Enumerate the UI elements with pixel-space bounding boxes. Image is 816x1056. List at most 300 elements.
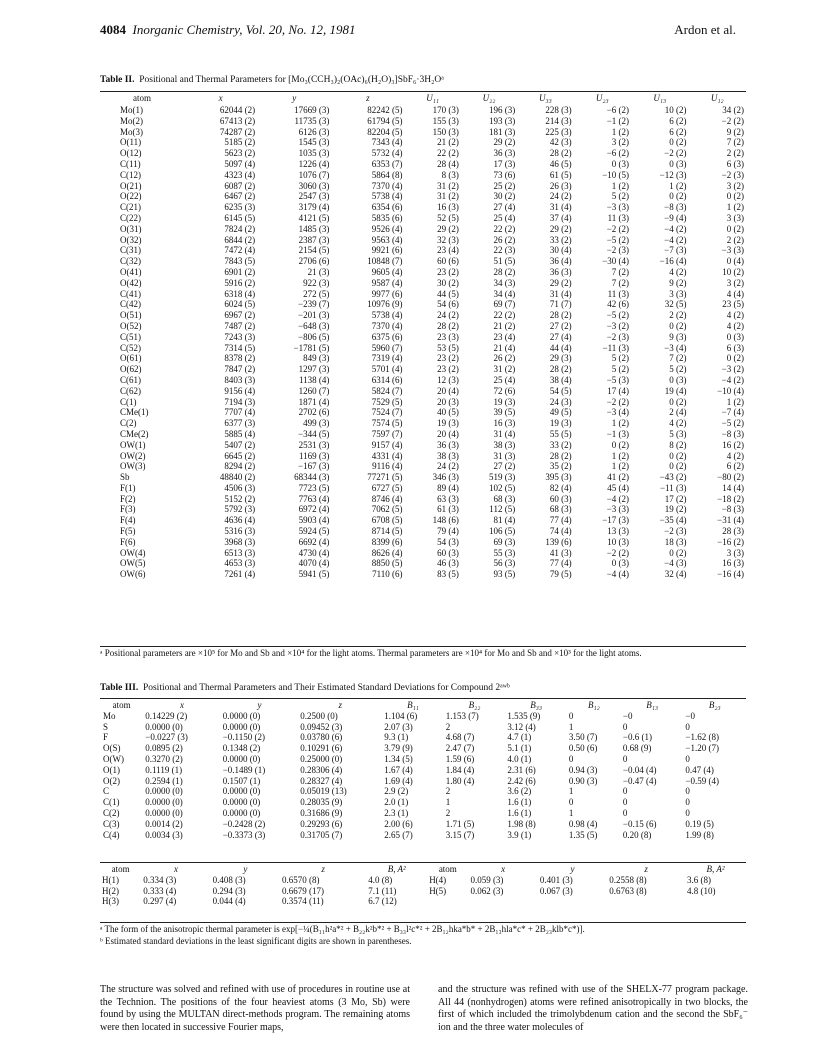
body-text-left: The structure was solved and refined with use of procedures in routine use at the Technion. The positions of the four heaviest atoms (3 Mo, Sb) were found by using the MULTAN direct-methods program. The remaining atoms were then located in successive Fourier maps, — [100, 984, 410, 1033]
table2-value-cell: 139 (6) — [545, 536, 572, 547]
table3-value-cell: 1.104 (6) — [384, 710, 418, 721]
table3-value-cell: 1.80 (4) — [445, 775, 475, 786]
table2-value-cell: 2387 (3) — [298, 234, 330, 245]
table2-value-cell: 19 (3) — [437, 418, 459, 429]
table2-value-cell: 6 (2) — [669, 126, 687, 137]
table3-value-cell: 0.0034 (3) — [145, 829, 183, 840]
table2-value-cell: 6467 (2) — [224, 191, 256, 202]
table2-value-cell: 3060 (3) — [298, 180, 330, 191]
table2-atom-cell: O(12) — [120, 148, 142, 159]
table3-header-cell: B₂₃ — [708, 700, 721, 710]
table2-value-cell: −344 (5) — [298, 428, 330, 439]
table2-value-cell: −4 (3) — [664, 558, 687, 569]
table2-value-cell: 5097 (4) — [224, 158, 256, 169]
table2-value-cell: 31 (4) — [549, 288, 572, 299]
table2-value-cell: 214 (3) — [545, 115, 572, 126]
table2-value-cell: 82 (4) — [549, 482, 572, 493]
table2-value-cell: 16 (3) — [722, 558, 744, 569]
table2-value-cell: 4331 (4) — [371, 450, 403, 461]
table2-value-cell: 6087 (2) — [224, 180, 256, 191]
table3-value-cell: 2 — [445, 807, 451, 818]
table2-row — [100, 558, 746, 569]
table3-value-cell: 0.0000 (0) — [145, 797, 183, 808]
table2-value-cell: 7574 (5) — [371, 418, 403, 429]
table2-value-cell: 8403 (3) — [224, 374, 256, 385]
table2-value-cell: 170 (3) — [432, 105, 459, 115]
table2-value-cell: 1 (2) — [611, 126, 630, 137]
table2-value-cell: 36 (3) — [493, 148, 516, 159]
table2-value-cell: 34 (3) — [493, 277, 516, 288]
table3-row — [100, 819, 746, 830]
table2-value-cell: 7243 (3) — [224, 331, 256, 342]
table3-h-header-cell: x — [501, 864, 506, 874]
table3-row — [100, 754, 746, 765]
table2-header-cell: U₂₃ — [595, 93, 609, 104]
table2-value-cell: −6 (2) — [606, 105, 630, 115]
table2-value-cell: −11 (3) — [659, 482, 687, 493]
table2-row — [100, 343, 746, 354]
table3-value-cell: 2.00 (6) — [384, 818, 413, 829]
table2-row — [100, 202, 746, 213]
table2-value-cell: −31 (4) — [717, 515, 744, 526]
table3-value-cell: 0.1507 (1) — [222, 775, 261, 786]
table3-value-cell: 1.69 (4) — [384, 775, 413, 786]
table3-h-value-cell: 0.059 (3) — [470, 874, 504, 885]
table2-header-cell: U₁₃ — [653, 93, 667, 104]
table2-value-cell: −2 (2) — [606, 396, 630, 407]
table2-value-cell: 20 (4) — [437, 385, 459, 396]
table3-h-value-cell: 4.0 (8) — [368, 874, 393, 885]
table3-h-value-cell: 0.333 (4) — [143, 885, 177, 896]
table2-value-cell: 23 (2) — [437, 364, 459, 375]
table2-value-cell: 2706 (6) — [298, 256, 330, 267]
table2-value-cell: 5 (2) — [611, 353, 630, 364]
table3-row — [100, 797, 746, 808]
table3-h-value-cell: 0.062 (3) — [470, 885, 504, 896]
table3-header-row — [100, 700, 746, 711]
table2-value-cell: 77 (4) — [549, 558, 572, 569]
table2-value-cell: 5885 (4) — [224, 428, 256, 439]
table2-value-cell: 23 (3) — [437, 331, 459, 342]
table2-value-cell: 6126 (3) — [298, 126, 330, 137]
table3-header-cell: B₁₂ — [588, 700, 600, 710]
table2-bottom-rule — [100, 646, 746, 647]
table2-atom-cell: F(6) — [120, 536, 136, 547]
table3-h-value-cell — [468, 896, 537, 907]
table2-atom-cell: OW(1) — [120, 439, 146, 450]
table2-value-cell: −167 (3) — [298, 461, 330, 472]
table3-value-cell: 3.9 (1) — [507, 829, 532, 840]
table2-value-cell: 1 (2) — [726, 396, 744, 407]
table2-value-cell: −4 (2) — [606, 493, 630, 504]
table2-value-cell: 5941 (5) — [298, 569, 330, 580]
table2-value-cell: 22 (3) — [493, 245, 516, 256]
table2-value-cell: 0 (2) — [669, 450, 687, 461]
table2-body — [100, 105, 746, 580]
table3-value-cell: 0.1348 (2) — [222, 743, 261, 754]
table2-value-cell: 6 (3) — [726, 158, 744, 169]
table2-row — [100, 159, 746, 170]
table2-value-cell: 5 (2) — [611, 191, 630, 202]
table2-value-cell: −3 (2) — [721, 364, 744, 375]
table2-value-cell: 38 (3) — [493, 439, 516, 450]
table2-value-cell: 79 (4) — [437, 526, 459, 537]
table3-atom-cell: C(4) — [103, 829, 120, 840]
table2-value-cell: −7 (4) — [721, 407, 744, 418]
table2-value-cell: 5152 (2) — [224, 493, 256, 504]
table2-value-cell: 1226 (4) — [298, 158, 330, 169]
table2-value-cell: 10848 (7) — [367, 256, 403, 267]
table3-value-cell: 2 — [445, 786, 451, 797]
table2-row — [100, 148, 746, 159]
table2-atom-cell: O(41) — [120, 266, 142, 277]
table3-h-value-cell: 0.067 (3) — [539, 885, 573, 896]
table2-value-cell: 6145 (5) — [224, 212, 256, 223]
table2-value-cell: 7314 (5) — [224, 342, 256, 353]
table3-value-cell: 1 — [445, 797, 451, 808]
table2-value-cell: 9157 (4) — [371, 439, 403, 450]
table3-value-cell: 0 — [568, 753, 574, 764]
table2-value-cell: 12 (3) — [437, 374, 459, 385]
table2-value-cell: 150 (3) — [432, 126, 459, 137]
table2-value-cell: −10 (5) — [602, 169, 630, 180]
table2-value-cell: 4 (2) — [726, 320, 744, 331]
table2-value-cell: 29 (2) — [549, 277, 572, 288]
table2-value-cell: 5 (2) — [669, 364, 687, 375]
table3-h-value-cell — [538, 896, 607, 907]
table3-mid-rule — [100, 862, 746, 863]
table2-value-cell: 39 (5) — [493, 407, 516, 418]
table2-value-cell: 7261 (4) — [224, 569, 256, 580]
table2-value-cell: 9116 (4) — [372, 461, 403, 472]
table3-title: Positional and Thermal Parameters and Their Estimated Standard Deviations for Compound 2ᵃʷᵇ — [142, 683, 510, 693]
table2-value-cell: 21 (2) — [437, 137, 459, 148]
table3-header-cell: B₁₁ — [407, 700, 419, 710]
table3-value-cell: 3.50 (7) — [568, 732, 598, 743]
table3-header-cell: B₃₃ — [530, 700, 542, 710]
table3-value-cell: 0 — [622, 753, 628, 764]
table2-atom-cell: OW(2) — [120, 450, 146, 461]
table2-value-cell: 0 (2) — [669, 547, 687, 558]
table2-value-cell: 5903 (4) — [298, 515, 330, 526]
table3-atom-cell: O(S) — [103, 743, 121, 754]
table2-value-cell: 1 (2) — [726, 202, 744, 213]
table3-atom-cell: C(3) — [103, 818, 120, 829]
table2-atom-cell: C(51) — [120, 331, 141, 342]
table3-atom-cell: C — [103, 786, 110, 797]
table2-value-cell: −35 (4) — [659, 515, 687, 526]
table2-value-cell: 9 (2) — [669, 277, 687, 288]
table2-value-cell: 112 (5) — [489, 504, 516, 515]
table3-value-cell: 0.09452 (3) — [300, 721, 343, 732]
table2-value-cell: −3 (3) — [606, 202, 630, 213]
table2-value-cell: 79 (5) — [549, 569, 572, 580]
table2-row — [100, 127, 746, 138]
table2-value-cell: −2 (3) — [721, 169, 744, 180]
table3-h-value-cell: H(4) — [429, 874, 447, 885]
table2-value-cell: 22 (2) — [493, 223, 516, 234]
table2-value-cell: 28 (2) — [549, 148, 572, 159]
table3-row — [100, 711, 746, 722]
table2-value-cell: −4 (2) — [721, 374, 744, 385]
table2-row — [100, 332, 746, 343]
table3-value-cell: 0.1119 (1) — [145, 764, 183, 775]
table3-row — [100, 776, 746, 787]
table3-value-cell: 0 — [685, 797, 690, 808]
table2-value-cell: −6 (2) — [606, 148, 630, 159]
table2-value-cell: 1169 (3) — [298, 450, 330, 461]
table3-header-cell: y — [257, 700, 262, 710]
table2-value-cell: 60 (6) — [437, 256, 459, 267]
table2-value-cell: 4 (2) — [726, 310, 744, 321]
table2-value-cell: 42 (6) — [607, 299, 630, 310]
table2-value-cell: −18 (2) — [717, 493, 744, 504]
table2-value-cell: 60 (3) — [437, 547, 459, 558]
table3-value-cell: 0.0000 (0) — [145, 807, 183, 818]
table2-value-cell: 28 (2) — [437, 320, 459, 331]
table3-value-cell: 1.84 (4) — [445, 764, 475, 775]
table3-value-cell: 3.6 (2) — [507, 786, 532, 797]
table2-atom-cell: OW(3) — [120, 461, 146, 472]
table2-row — [100, 537, 746, 548]
table3-atom-cell: O(W) — [103, 753, 124, 764]
table3-value-cell: 0.2594 (1) — [145, 775, 183, 786]
table2-value-cell: 27 (2) — [493, 461, 516, 472]
table3-atom-cell: C(2) — [103, 807, 120, 818]
table2-header-cell: z — [366, 93, 370, 104]
table2-value-cell: 2531 (3) — [298, 439, 330, 450]
table2-value-cell: 6 (2) — [669, 115, 687, 126]
table2-value-cell: 8399 (6) — [371, 536, 403, 547]
table2-value-cell: 1076 (7) — [298, 169, 330, 180]
table2-value-cell: −2 (2) — [721, 115, 744, 126]
table3-value-cell: 0.0000 (0) — [222, 753, 261, 764]
table3 — [100, 700, 746, 840]
table2-value-cell: 4636 (4) — [224, 515, 256, 526]
table2-row — [100, 548, 746, 559]
table2-value-cell: 6314 (6) — [371, 374, 403, 385]
table2-row — [100, 181, 746, 192]
table2-value-cell: 6727 (5) — [371, 482, 403, 493]
table3-value-cell: −0.47 (4) — [622, 775, 657, 786]
table2-atom-cell: F(5) — [120, 526, 136, 537]
table3-h-body — [100, 875, 746, 907]
table2-value-cell: 0 (3) — [669, 374, 687, 385]
table3-value-cell: 0.0000 (0) — [145, 721, 183, 732]
table2-value-cell: 0 (3) — [726, 331, 744, 342]
table2-value-cell: 3 (2) — [726, 277, 744, 288]
table3-value-cell: 2.07 (3) — [384, 721, 413, 732]
table2-value-cell: 6318 (4) — [224, 288, 256, 299]
table2-value-cell: 52 (5) — [437, 212, 459, 223]
table3-value-cell: 0.03780 (6) — [300, 732, 343, 743]
table2-value-cell: 41 (3) — [549, 547, 572, 558]
table3-value-cell: 1 — [568, 786, 574, 797]
table3-value-cell: 1.71 (5) — [445, 818, 475, 829]
table3-value-cell: 0.19 (5) — [685, 818, 714, 829]
table2-value-cell: 10 (2) — [664, 105, 687, 115]
table2-value-cell: −5 (3) — [606, 374, 630, 385]
table3-row — [100, 830, 746, 841]
table3-value-cell: 4.0 (1) — [507, 753, 532, 764]
table3-h-atom-cell: H(3) — [102, 896, 119, 907]
table2-value-cell: 5824 (7) — [371, 385, 403, 396]
table2-value-cell: 11 (3) — [607, 288, 630, 299]
table2-value-cell: 30 (2) — [437, 277, 459, 288]
table2-value-cell: 4730 (4) — [298, 547, 330, 558]
table2-value-cell: 45 (4) — [607, 482, 630, 493]
table3-value-cell: 1.98 (8) — [507, 818, 536, 829]
table2-value-cell: 10976 (9) — [367, 299, 403, 310]
table2-label: Table II. — [100, 75, 135, 85]
table3-h-value-cell: 4.8 (10) — [687, 885, 716, 896]
table2-value-cell: 102 (5) — [488, 482, 516, 493]
table2-value-cell: 1138 (4) — [298, 374, 330, 385]
table2-value-cell: 8746 (4) — [371, 493, 403, 504]
table2-value-cell: 1260 (7) — [298, 385, 330, 396]
table2-value-cell: 106 (5) — [488, 526, 516, 537]
table2-atom-cell: C(21) — [120, 202, 141, 213]
table2-value-cell: 0 (2) — [726, 191, 744, 202]
table2-value-cell: 11735 (3) — [294, 115, 330, 126]
table3-value-cell: 0.14229 (2) — [145, 710, 188, 721]
table2-value-cell: 77 (4) — [549, 515, 572, 526]
table3-value-cell: 1.35 (5) — [568, 829, 598, 840]
table2-value-cell: −8 (3) — [664, 202, 687, 213]
table2-atom-cell: CMe(1) — [120, 407, 149, 418]
table2-atom-cell: Mo(1) — [120, 105, 143, 115]
table2-value-cell: 74 (4) — [549, 526, 572, 537]
table2-value-cell: 849 (3) — [303, 353, 330, 364]
table2-value-cell: 24 (2) — [549, 191, 572, 202]
table2-value-cell: 9563 (4) — [371, 234, 403, 245]
table3-value-cell: −0 — [685, 710, 695, 721]
table3-h-row — [100, 886, 746, 897]
table2-row — [100, 353, 746, 364]
table3-value-cell: 1.6 (1) — [507, 797, 532, 808]
table2-value-cell: 23 (2) — [437, 353, 459, 364]
table2-value-cell: 36 (3) — [437, 439, 459, 450]
table2-value-cell: 225 (3) — [545, 126, 572, 137]
table2-value-cell: −2 (2) — [664, 148, 687, 159]
table2-atom-cell: C(61) — [120, 374, 141, 385]
table2-value-cell: 32 (5) — [664, 299, 687, 310]
table2-atom-cell: CMe(2) — [120, 428, 149, 439]
table2-value-cell: 31 (4) — [493, 428, 516, 439]
table2-atom-cell: F(1) — [120, 482, 136, 493]
table2-value-cell: 31 (4) — [549, 202, 572, 213]
table3-h-row — [100, 875, 746, 886]
table3-value-cell: 0.20 (8) — [622, 829, 652, 840]
table2-value-cell: 4 (4) — [726, 288, 744, 299]
table3-value-cell: 0.0000 (0) — [222, 721, 261, 732]
table2-value-cell: 17669 (3) — [294, 105, 330, 115]
table3-value-cell: 0 — [685, 807, 690, 818]
table2-value-cell: 25 (2) — [493, 180, 516, 191]
table2-value-cell: −3 (3) — [721, 245, 744, 256]
table2-value-cell: 83 (5) — [437, 569, 459, 580]
table2-atom-cell: C(42) — [120, 299, 141, 310]
table2-value-cell: 46 (5) — [549, 158, 572, 169]
table2-value-cell: −4 (2) — [664, 234, 687, 245]
table2-atom-cell: O(51) — [120, 310, 142, 321]
table2-row — [100, 429, 746, 440]
table3-h-header-cell: atom — [438, 864, 457, 874]
table3-value-cell: 2.47 (7) — [445, 743, 475, 754]
table3-value-cell: 1.59 (6) — [445, 753, 475, 764]
table2-value-cell: 27 (2) — [549, 320, 572, 331]
table2-value-cell: 56 (3) — [493, 558, 516, 569]
table2-value-cell: −3 (3) — [606, 504, 630, 515]
table2-value-cell: −5 (2) — [606, 310, 630, 321]
table2-value-cell: 3968 (3) — [224, 536, 256, 547]
table2-value-cell: 8 (2) — [669, 439, 687, 450]
table2-value-cell: 29 (2) — [549, 223, 572, 234]
table2-value-cell: −10 (4) — [717, 385, 744, 396]
table2-value-cell: 93 (5) — [493, 569, 516, 580]
table2-value-cell: 28 (2) — [549, 364, 572, 375]
table2-value-cell: 1 (2) — [611, 418, 630, 429]
table3-caption — [100, 682, 510, 694]
table2-value-cell: 5316 (3) — [224, 526, 256, 537]
table3-h-atom-cell: H(1) — [102, 874, 119, 885]
table2-value-cell: 0 (3) — [611, 558, 630, 569]
table2-value-cell: 346 (3) — [432, 472, 459, 483]
table3-value-cell: 0.05019 (13) — [300, 786, 347, 797]
table3-value-cell: 0 — [685, 753, 690, 764]
table2-value-cell: −2 (2) — [606, 547, 630, 558]
table2-atom-cell: O(52) — [120, 320, 142, 331]
table2-value-cell: 11 (3) — [607, 212, 630, 223]
table2-atom-cell: C(52) — [120, 342, 141, 353]
table3-value-cell: −0.6 (1) — [622, 732, 652, 743]
table2-value-cell: 8714 (5) — [371, 526, 403, 537]
table2-value-cell: 13 (3) — [607, 526, 630, 537]
table3-value-cell: −0.1150 (2) — [222, 732, 265, 743]
table2-value-cell: 7843 (5) — [224, 256, 256, 267]
table2-value-cell: 32 (3) — [437, 234, 459, 245]
table3-value-cell: 2 — [445, 721, 451, 732]
table2-value-cell: −5 (2) — [606, 234, 630, 245]
table2-value-cell: 28 (3) — [722, 526, 744, 537]
table2-atom-cell: O(31) — [120, 223, 142, 234]
table2-value-cell: 9921 (6) — [371, 245, 403, 256]
table2-value-cell: 10 (3) — [607, 536, 630, 547]
table2-row — [100, 364, 746, 375]
table2-value-cell: 6645 (2) — [224, 450, 256, 461]
table3-value-cell: 4.68 (7) — [445, 732, 475, 743]
table2-value-cell: 4 (2) — [726, 450, 744, 461]
table2-row — [100, 386, 746, 397]
table2-value-cell: −5 (2) — [721, 418, 744, 429]
table2-value-cell: 37 (4) — [549, 212, 572, 223]
table3-value-cell: 2.31 (6) — [507, 764, 536, 775]
table2-value-cell: 26 (3) — [549, 180, 572, 191]
table2-value-cell: 3179 (4) — [298, 202, 330, 213]
table2-value-cell: 6967 (2) — [224, 310, 256, 321]
table2-value-cell: 6692 (4) — [298, 536, 330, 547]
table2-value-cell: 7370 (4) — [371, 180, 403, 191]
table2-value-cell: 48840 (2) — [219, 472, 256, 483]
table2-value-cell: 7847 (2) — [224, 364, 256, 375]
table2-value-cell: 27 (4) — [549, 331, 572, 342]
table3-value-cell: 0.29293 (6) — [300, 818, 343, 829]
table2-value-cell: 81 (4) — [493, 515, 516, 526]
table2-row — [100, 494, 746, 505]
table3-row — [100, 743, 746, 754]
table2-atom-cell: C(32) — [120, 256, 141, 267]
table2-value-cell: 17 (2) — [664, 493, 687, 504]
